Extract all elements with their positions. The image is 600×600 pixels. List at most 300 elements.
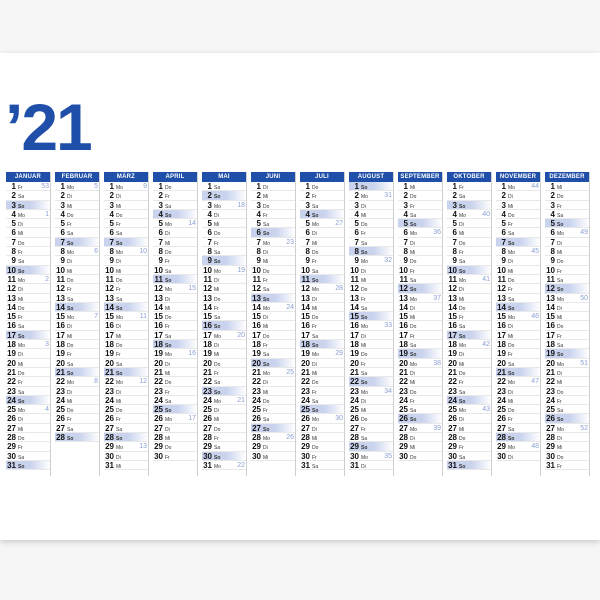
day-number: 18	[546, 340, 555, 350]
day-number: 19	[56, 349, 65, 359]
sunday-row	[6, 396, 50, 405]
day-row	[447, 433, 491, 442]
day-number: 26	[56, 414, 65, 424]
weekday-label: Fr	[557, 333, 562, 340]
weekday-label: Mo	[508, 315, 515, 322]
day-number: 26	[105, 414, 114, 424]
weekday-label: Fr	[361, 361, 366, 368]
day-row	[447, 284, 491, 293]
weekday-label: Mi	[557, 380, 563, 387]
day-number: 28	[350, 433, 359, 443]
day-number: 11	[203, 274, 212, 284]
day-row	[251, 396, 295, 405]
day-row	[447, 312, 491, 321]
weekday-label: Sa	[165, 203, 172, 210]
day-number: 28	[203, 433, 212, 443]
month-column	[202, 172, 247, 476]
day-row	[398, 433, 442, 442]
sunday-row	[104, 433, 148, 442]
weekday-label: Fr	[165, 389, 170, 396]
day-number: 4	[109, 209, 114, 219]
week-number: 3	[45, 341, 49, 349]
weekday-label: Mi	[165, 436, 171, 443]
day-number: 27	[350, 423, 359, 433]
weekday-label: Mi	[263, 324, 269, 331]
weekday-label: So	[116, 240, 123, 247]
day-number: 31	[203, 460, 212, 470]
weekday-label: Mo	[116, 315, 123, 322]
day-number: 15	[399, 312, 408, 322]
day-row	[153, 266, 197, 275]
weekday-label: Do	[410, 454, 417, 461]
day-row	[349, 424, 393, 433]
day-row	[398, 247, 442, 256]
weekday-label: Fr	[165, 194, 170, 201]
day-number: 9	[403, 256, 408, 266]
weekday-label: Sa	[459, 259, 466, 266]
day-number: 20	[350, 358, 359, 368]
weekday-label: Di	[165, 426, 170, 433]
day-number: 7	[354, 237, 359, 247]
day-row	[202, 312, 246, 321]
weekday-label: Mi	[459, 296, 465, 303]
weekday-label: Mi	[18, 361, 24, 368]
day-number: 16	[350, 321, 359, 331]
weekday-label: Do	[361, 287, 368, 294]
weekday-label: Mo	[165, 222, 172, 229]
day-row	[202, 368, 246, 377]
weekday-label: Sa	[312, 398, 319, 405]
day-row	[398, 210, 442, 219]
day-number: 8	[452, 247, 457, 257]
day-row	[55, 210, 99, 219]
week-number: 24	[286, 303, 294, 311]
day-row	[300, 219, 344, 228]
day-number: 8	[256, 247, 261, 257]
day-row	[349, 275, 393, 284]
weekday-label: Do	[67, 343, 74, 350]
week-number: 46	[531, 313, 539, 321]
week-number: 42	[482, 341, 490, 349]
weekday-label: Di	[18, 287, 23, 294]
weekday-label: Mo	[165, 287, 172, 294]
day-row	[153, 303, 197, 312]
weekday-label: Mo	[557, 231, 564, 238]
day-row	[447, 210, 491, 219]
weekday-label: Sa	[116, 361, 123, 368]
day-number: 24	[546, 395, 555, 405]
day-row	[349, 359, 393, 368]
day-row	[202, 182, 246, 191]
day-row	[300, 182, 344, 191]
day-number: 16	[105, 321, 114, 331]
weekday-label: So	[410, 222, 417, 229]
weekday-label: So	[214, 389, 221, 396]
weekday-label: Sa	[18, 324, 25, 331]
weekday-label: Mo	[214, 333, 221, 340]
day-number: 14	[301, 302, 310, 312]
weekday-label: Fr	[116, 417, 121, 424]
week-number: 35	[384, 452, 392, 460]
week-number: 18	[237, 201, 245, 209]
weekday-label: So	[459, 203, 466, 210]
day-number: 2	[109, 191, 114, 201]
day-row	[545, 312, 589, 321]
day-row	[55, 414, 99, 423]
weekday-label: Mo	[18, 277, 25, 284]
day-number: 25	[56, 405, 65, 415]
day-row	[153, 228, 197, 237]
weekday-label: Di	[508, 259, 513, 266]
day-row	[202, 201, 246, 210]
day-row	[153, 256, 197, 265]
weekday-label: Di	[508, 324, 513, 331]
week-number: 44	[531, 183, 539, 190]
day-number: 27	[497, 423, 506, 433]
weekday-label: Mo	[263, 436, 270, 443]
weekday-label: Mi	[410, 445, 416, 452]
weekday-label: Mi	[459, 426, 465, 433]
day-number: 22	[546, 377, 555, 387]
day-row	[545, 442, 589, 451]
day-number: 4	[11, 209, 16, 219]
day-number: 25	[7, 405, 16, 415]
weekday-label: Fr	[18, 315, 23, 322]
day-number: 2	[207, 191, 212, 201]
weekday-label: Do	[557, 389, 564, 396]
day-row	[104, 387, 148, 396]
day-number: 21	[399, 367, 408, 377]
day-row	[496, 219, 540, 228]
weekday-label: Di	[214, 277, 219, 284]
weekday-label: Mo	[18, 343, 25, 350]
week-number: 52	[580, 424, 588, 432]
day-number: 14	[350, 302, 359, 312]
sunday-row	[153, 405, 197, 414]
day-row	[349, 405, 393, 414]
year-title: ’21	[5, 90, 91, 164]
day-number: 4	[403, 209, 408, 219]
day-row	[398, 405, 442, 414]
day-row	[447, 247, 491, 256]
day-number: 11	[154, 274, 163, 284]
weekday-label: Fr	[459, 185, 464, 191]
day-number: 14	[154, 302, 163, 312]
day-number: 28	[252, 433, 261, 443]
weekday-label: Di	[263, 185, 268, 191]
week-number: 12	[139, 378, 147, 386]
day-row	[202, 424, 246, 433]
day-number: 14	[203, 302, 212, 312]
day-row	[447, 182, 491, 191]
weekday-label: Di	[410, 436, 415, 443]
sunday-row	[447, 201, 491, 210]
weekday-label: Mi	[361, 277, 367, 284]
month-header: SEPTEMBER	[398, 172, 442, 182]
day-row	[398, 396, 442, 405]
week-number: 23	[286, 238, 294, 246]
day-number: 31	[105, 460, 114, 470]
weekday-label: Mo	[312, 222, 319, 229]
sunday-row	[202, 191, 246, 200]
weekday-label: Mo	[116, 185, 123, 191]
day-row	[447, 359, 491, 368]
day-row	[55, 294, 99, 303]
day-number: 13	[497, 293, 506, 303]
weekday-label: Di	[67, 389, 72, 396]
weekday-label: Do	[67, 277, 74, 284]
weekday-label: Sa	[361, 240, 368, 247]
week-number: 14	[188, 220, 196, 228]
day-number: 14	[7, 302, 16, 312]
day-number: 15	[301, 312, 310, 322]
sunday-row	[398, 284, 442, 293]
day-number: 19	[252, 349, 261, 359]
weekday-label: Do	[557, 194, 564, 201]
day-number: 17	[252, 330, 261, 340]
day-number: 12	[448, 284, 457, 294]
day-number: 20	[497, 358, 506, 368]
day-row	[202, 405, 246, 414]
day-number: 22	[252, 377, 261, 387]
day-row	[545, 461, 589, 470]
weekday-label: Mo	[312, 417, 319, 424]
weekday-label: Do	[165, 445, 172, 452]
weekday-label: Do	[165, 315, 172, 322]
weekday-label: Mi	[508, 398, 514, 405]
day-number: 11	[497, 274, 506, 284]
day-row	[447, 414, 491, 423]
day-row	[251, 182, 295, 191]
weekday-label: Mi	[557, 250, 563, 257]
weekday-label: Mi	[67, 203, 73, 210]
month-header: APRIL	[153, 172, 197, 182]
day-row	[55, 321, 99, 330]
week-number: 37	[433, 294, 441, 302]
sunday-row	[349, 247, 393, 256]
day-row	[55, 247, 99, 256]
weekday-label: Di	[459, 222, 464, 229]
month-header: NOVEMBER	[496, 172, 540, 182]
sunday-row	[545, 284, 589, 293]
day-row	[202, 303, 246, 312]
weekday-label: Do	[459, 370, 466, 377]
weekday-label: So	[508, 305, 515, 312]
weekday-label: Sa	[67, 426, 74, 433]
month-header: JUNI	[251, 172, 295, 182]
day-number: 9	[550, 256, 555, 266]
sunday-row	[104, 238, 148, 247]
weekday-label: So	[165, 408, 172, 415]
day-row	[251, 349, 295, 358]
weekday-label: Fr	[116, 287, 121, 294]
weekday-label: Fr	[557, 463, 562, 470]
weekday-label: Fr	[263, 408, 268, 415]
day-row	[104, 275, 148, 284]
sunday-row	[104, 368, 148, 377]
sunday-row	[202, 387, 246, 396]
day-row	[251, 387, 295, 396]
day-number: 6	[452, 228, 457, 238]
week-number: 6	[94, 248, 98, 256]
day-row	[447, 294, 491, 303]
day-number: 7	[550, 237, 555, 247]
weekday-label: Fr	[312, 324, 317, 331]
day-number: 31	[7, 460, 16, 470]
day-row	[447, 191, 491, 200]
day-row	[300, 312, 344, 321]
weekday-label: So	[459, 333, 466, 340]
weekday-label: Mi	[214, 287, 220, 294]
weekday-label: So	[18, 203, 25, 210]
weekday-label: Do	[312, 250, 319, 257]
day-number: 13	[350, 293, 359, 303]
day-row	[300, 424, 344, 433]
sunday-row	[55, 433, 99, 442]
weekday-label: Do	[67, 408, 74, 415]
day-number: 9	[207, 256, 212, 266]
day-number: 30	[252, 451, 261, 461]
day-row	[398, 331, 442, 340]
day-row	[496, 266, 540, 275]
sunday-row	[496, 303, 540, 312]
day-number: 29	[105, 442, 114, 452]
day-number: 16	[497, 321, 506, 331]
weekday-label: So	[214, 454, 221, 461]
day-number: 23	[154, 386, 163, 396]
day-number: 1	[207, 182, 212, 191]
weekday-label: Mo	[410, 231, 417, 238]
day-number: 5	[452, 219, 457, 229]
day-number: 25	[448, 405, 457, 415]
weekday-label: Sa	[361, 305, 368, 312]
day-number: 7	[256, 237, 261, 247]
day-number: 5	[305, 219, 310, 229]
sunday-row	[496, 433, 540, 442]
day-row	[398, 321, 442, 330]
day-row	[349, 387, 393, 396]
day-row	[153, 424, 197, 433]
weekday-label: Mi	[116, 463, 122, 470]
weekday-label: Do	[459, 305, 466, 312]
month-column	[447, 172, 492, 476]
day-number: 19	[497, 349, 506, 359]
day-row	[6, 312, 50, 321]
day-row	[251, 442, 295, 451]
day-row	[202, 414, 246, 423]
day-number: 4	[452, 209, 457, 219]
day-row	[153, 331, 197, 340]
day-number: 26	[399, 414, 408, 424]
day-row	[496, 405, 540, 414]
weekday-label: Mi	[508, 333, 514, 340]
day-row	[104, 210, 148, 219]
day-number: 9	[158, 256, 163, 266]
weekday-label: Mo	[116, 380, 123, 387]
weekday-label: Sa	[312, 463, 319, 470]
weekday-label: Do	[214, 231, 221, 238]
week-number: 29	[335, 350, 343, 358]
day-row	[251, 210, 295, 219]
day-row	[496, 256, 540, 265]
day-row	[545, 228, 589, 237]
day-row	[202, 377, 246, 386]
day-row	[153, 396, 197, 405]
day-row	[447, 275, 491, 284]
day-row	[447, 377, 491, 386]
weekday-label: Fr	[18, 380, 23, 387]
weekday-label: Fr	[18, 185, 23, 191]
month-header: MÄRZ	[104, 172, 148, 182]
day-row	[447, 228, 491, 237]
day-number: 31	[546, 460, 555, 470]
day-number: 6	[207, 228, 212, 238]
sunday-row	[55, 238, 99, 247]
week-number: 53	[41, 183, 49, 190]
day-row	[153, 312, 197, 321]
day-number: 7	[109, 237, 114, 247]
day-row	[496, 247, 540, 256]
weekday-label: So	[361, 315, 368, 322]
day-number: 5	[501, 219, 506, 229]
day-row	[6, 424, 50, 433]
sunday-row	[398, 219, 442, 228]
weekday-label: Mi	[410, 315, 416, 322]
sunday-row	[398, 414, 442, 423]
weekday-label: Mi	[361, 212, 367, 219]
weekday-label: Di	[312, 231, 317, 238]
weekday-label: Fr	[263, 277, 268, 284]
weekday-label: Mi	[18, 231, 24, 238]
weekday-label: Do	[508, 277, 515, 284]
day-row	[153, 284, 197, 293]
day-number: 7	[158, 237, 163, 247]
day-row	[300, 191, 344, 200]
weekday-label: So	[410, 352, 417, 359]
day-row	[300, 256, 344, 265]
weekday-label: Mo	[116, 250, 123, 257]
weekday-label: Sa	[312, 268, 319, 275]
day-row	[545, 387, 589, 396]
weekday-label: Sa	[459, 194, 466, 201]
day-row	[104, 414, 148, 423]
day-number: 2	[60, 191, 65, 201]
sunday-row	[300, 210, 344, 219]
day-number: 27	[399, 423, 408, 433]
day-row	[349, 219, 393, 228]
day-row	[447, 219, 491, 228]
day-number: 5	[158, 219, 163, 229]
weekday-label: Do	[263, 203, 270, 210]
day-number: 22	[154, 377, 163, 387]
day-row	[447, 340, 491, 349]
weekday-label: Sa	[508, 426, 515, 433]
month-column	[251, 172, 296, 476]
weekday-label: Di	[557, 436, 562, 443]
day-number: 9	[256, 256, 261, 266]
day-row	[300, 321, 344, 330]
day-row	[202, 219, 246, 228]
day-row	[153, 294, 197, 303]
day-number: 25	[252, 405, 261, 415]
day-number: 12	[7, 284, 16, 294]
day-number: 3	[501, 200, 506, 210]
weekday-label: Sa	[557, 277, 564, 284]
day-row	[398, 256, 442, 265]
week-number: 40	[482, 210, 490, 218]
week-number: 31	[384, 192, 392, 200]
weekday-label: Fr	[312, 259, 317, 266]
